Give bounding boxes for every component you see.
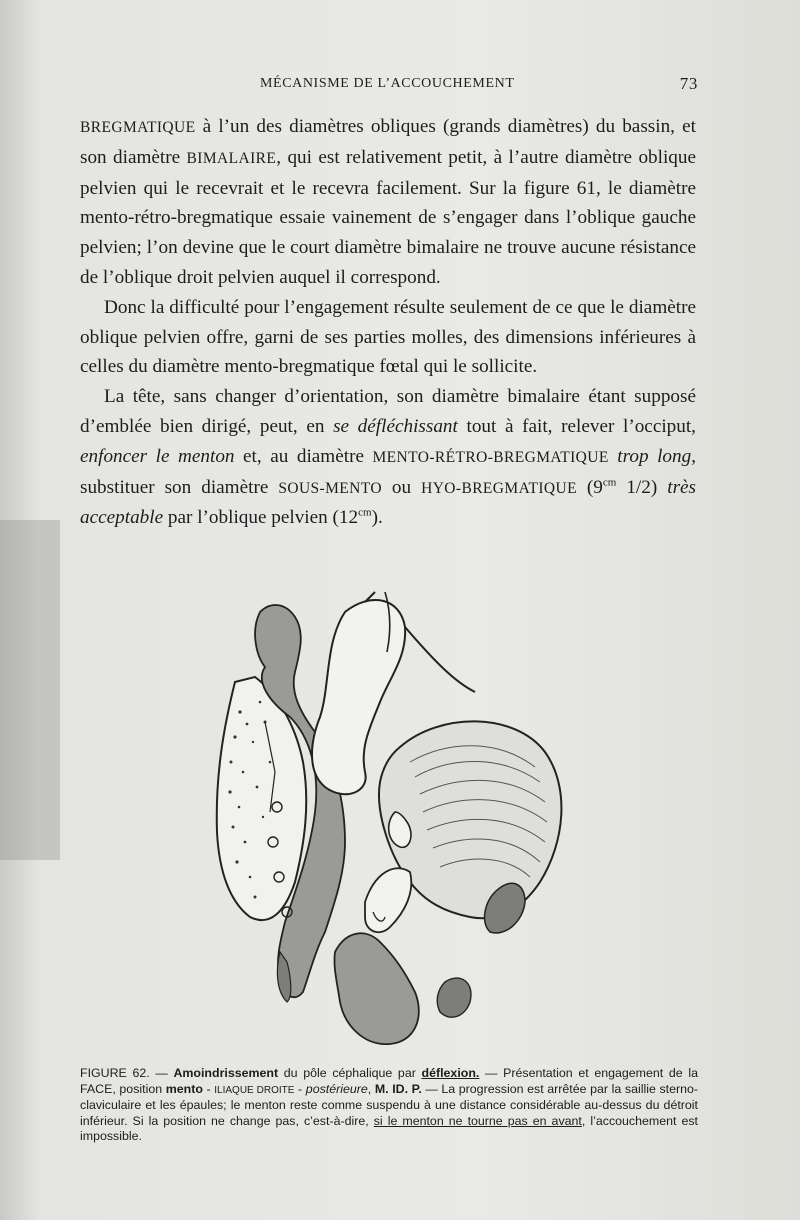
text-span: — Présentation et engagement de la FACE, position bbox=[80, 1066, 698, 1096]
text-span: du pôle céphalique par bbox=[278, 1066, 422, 1080]
text-span: ou bbox=[381, 476, 422, 498]
unit-superscript: cm bbox=[358, 506, 372, 519]
term-bregmatique: BREGMATIQUE bbox=[80, 119, 196, 136]
text-span: 1/2) bbox=[616, 476, 668, 498]
paragraph-2: Donc la difficulté pour l’engagement résulte seulement de ce que le diamètre oblique pelvien offre, garni de ses parties molles, des dimensions inférieures à celles du diamètre mento-bregmatique fœtal qui le sollicite. bbox=[80, 296, 696, 378]
italic-span: enfoncer le menton bbox=[80, 445, 235, 467]
paragraph-1 bbox=[80, 112, 696, 293]
text-span: , l’accouchement est impossible. bbox=[80, 1113, 699, 1144]
text-span: — La progression est arrêtée par la saillie sterno-claviculaire et les épaules; le menton reste comme suspendu à une distance considérable au-dessus du détroit inférieur. Si la position ne change pas, c’est-à-dire, bbox=[80, 1081, 699, 1128]
italic-span: très acceptable bbox=[80, 476, 697, 529]
body-text bbox=[80, 112, 696, 533]
term-sous-mento: SOUS-MENTO bbox=[278, 479, 382, 497]
running-title: MÉCANISME DE L’ACCOUCHEMENT bbox=[260, 76, 515, 91]
underlined-span: si le menton ne tourne pas en avant bbox=[373, 1113, 582, 1128]
text-span bbox=[609, 446, 618, 467]
text-span: La tête, sans changer d’orientation, son diamètre bimalaire étant supposé d’emblée bien dirigé, peut, en bbox=[80, 386, 696, 437]
text-span: à l’un des diamètres obliques (grands diamètres) du bassin, et son diamètre bbox=[80, 116, 696, 168]
term-bimalaire: BIMALAIRE bbox=[186, 149, 277, 167]
text-span: , bbox=[367, 1081, 375, 1096]
scan-shadow bbox=[0, 520, 60, 860]
italic-span: trop long bbox=[617, 445, 692, 467]
figure-caption bbox=[80, 1066, 698, 1145]
text-span: ). bbox=[371, 507, 383, 529]
running-header bbox=[80, 76, 700, 98]
text-span: par l’oblique pelvien (12 bbox=[163, 507, 359, 529]
bold-span: déflexion. bbox=[421, 1066, 480, 1080]
neck-shoulder bbox=[334, 883, 525, 1044]
text-span: , qui est relativement petit, à l’autre diamètre oblique pelvien qui le recevrait et le recevra facilement. Sur la figure 61, le diamètre mento-rétro-bregmatique essaie vainement de s’engager dans l’oblique gauche pelvien; l’on devine que le court diamètre bimalaire ne trouve aucune résistance de l’oblique droit pelvien auquel il correspond. bbox=[80, 146, 696, 288]
page-number: 73 bbox=[679, 74, 698, 93]
paragraph-3 bbox=[80, 382, 696, 533]
text-span: — bbox=[149, 1066, 174, 1080]
italic-span: se défléchissant bbox=[333, 415, 458, 437]
figure-label: FIGURE 62. bbox=[80, 1066, 150, 1080]
term-hyo-bregmatique: HYO-BREGMATIQUE bbox=[421, 479, 577, 497]
figure-62-illustration bbox=[195, 572, 595, 1052]
bold-span: M. ID. P. bbox=[374, 1081, 422, 1096]
fetal-head bbox=[365, 721, 561, 932]
text-span: , substituer son diamètre bbox=[80, 445, 696, 498]
text-span: (9 bbox=[576, 476, 603, 498]
italic-span: postérieure bbox=[305, 1081, 368, 1096]
text-span: - bbox=[202, 1081, 215, 1096]
text-span: - bbox=[294, 1081, 306, 1096]
smallcaps-span: ILIAQUE DROITE bbox=[214, 1084, 295, 1096]
text-span: tout à fait, relever l’occiput, bbox=[457, 415, 696, 437]
text-span: et, au diamètre bbox=[234, 445, 373, 467]
term-mento-retro-bregmatique: MENTO-RÉTRO-BREGMATIQUE bbox=[372, 448, 609, 466]
bold-span: Amoindrissement bbox=[173, 1066, 279, 1080]
unit-superscript: cm bbox=[602, 476, 617, 489]
bold-span: mento bbox=[165, 1081, 203, 1096]
